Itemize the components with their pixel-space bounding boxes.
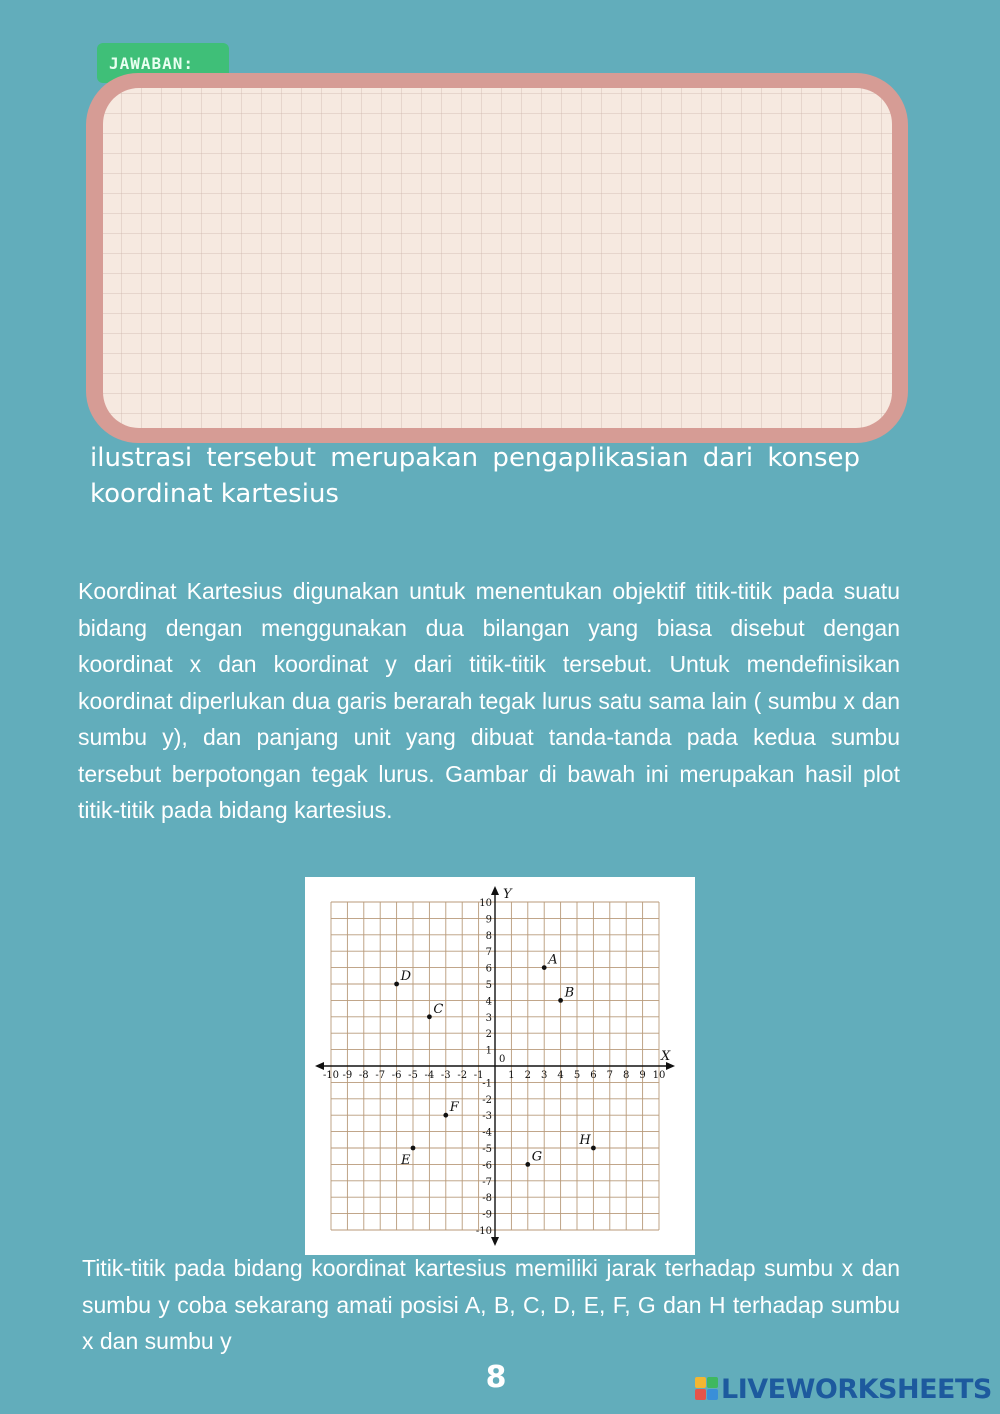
- x-tick-label: -6: [391, 1070, 402, 1081]
- y-tick-label: -6: [482, 1160, 492, 1172]
- x-tick-label: 7: [606, 1070, 613, 1081]
- x-tick-label: 6: [590, 1070, 597, 1081]
- point-h: [591, 1146, 596, 1151]
- x-tick-label: 1: [508, 1070, 515, 1081]
- point-a: [542, 965, 547, 970]
- y-tick-label: 6: [485, 963, 492, 975]
- x-axis-label: X: [661, 1049, 671, 1064]
- point-f: [443, 1113, 448, 1118]
- point-g: [525, 1162, 530, 1167]
- y-tick-label: 4: [485, 996, 492, 1008]
- x-tick-label: 5: [573, 1070, 581, 1081]
- point-label-a: A: [548, 952, 558, 968]
- y-axis-arrow-up: [491, 886, 499, 895]
- y-tick-label: -9: [482, 1209, 492, 1221]
- point-label-b: B: [564, 985, 575, 1001]
- x-tick-label: 8: [623, 1070, 630, 1081]
- page-number: 8: [485, 1360, 507, 1395]
- x-tick-label: 4: [557, 1070, 564, 1081]
- y-tick-label: -2: [482, 1094, 492, 1106]
- y-tick-label: 8: [485, 930, 492, 942]
- y-tick-label: -10: [475, 1226, 492, 1237]
- x-tick-label: -7: [375, 1070, 386, 1081]
- point-label-e: E: [401, 1153, 411, 1168]
- cartesian-graph: [305, 877, 695, 1255]
- x-tick-label: -1: [473, 1070, 484, 1081]
- x-axis-arrow-left: [315, 1062, 324, 1070]
- origin-label: 0: [499, 1054, 506, 1065]
- point-label-c: C: [433, 1001, 444, 1017]
- cartesian-graph-card: [305, 877, 695, 1255]
- x-tick-label: -3: [440, 1070, 451, 1081]
- y-tick-label: -5: [482, 1144, 492, 1155]
- x-tick-label: 3: [541, 1070, 548, 1081]
- x-tick-label: -10: [322, 1070, 340, 1081]
- liveworksheets-brand[interactable]: [695, 1372, 992, 1406]
- y-tick-label: -4: [482, 1127, 492, 1139]
- brand-name: LIVEWORKSHEETS: [721, 1373, 992, 1405]
- y-tick-label: 5: [485, 980, 492, 991]
- y-tick-label: -7: [482, 1176, 492, 1188]
- x-tick-label: -2: [457, 1070, 468, 1081]
- x-tick-label: -8: [358, 1070, 369, 1081]
- illustration-caption: ilustrasi tersebut merupakan pengaplikasian dari konsep koordinat kartesius: [90, 443, 860, 509]
- point-e: [411, 1146, 416, 1151]
- y-tick-label: 9: [485, 914, 492, 926]
- y-axis-arrow-down: [491, 1237, 499, 1246]
- x-tick-label: -9: [342, 1070, 353, 1081]
- liveworksheets-logo-icon: [695, 1377, 719, 1401]
- y-tick-label: -8: [482, 1193, 492, 1205]
- point-c: [427, 1014, 432, 1019]
- point-label-d: D: [400, 969, 412, 984]
- point-d: [394, 982, 399, 987]
- point-b: [558, 998, 563, 1003]
- x-tick-label: 10: [652, 1070, 666, 1081]
- x-tick-label: -4: [424, 1070, 435, 1081]
- y-tick-label: -3: [482, 1111, 492, 1123]
- x-tick-label: -5: [408, 1070, 418, 1081]
- point-label-g: G: [531, 1149, 543, 1165]
- x-tick-label: 9: [639, 1070, 646, 1081]
- y-tick-label: -1: [482, 1078, 492, 1090]
- y-tick-label: 2: [485, 1029, 492, 1041]
- y-axis-label: Y: [503, 887, 512, 902]
- answer-input-area[interactable]: [103, 88, 892, 428]
- x-tick-label: 2: [524, 1070, 531, 1081]
- point-label-h: H: [579, 1133, 591, 1148]
- point-label-f: F: [449, 1100, 459, 1116]
- explanation-paragraph: Koordinat Kartesius digunakan untuk menentukan objektif titik-titik pada suatu bidang dengan menggunakan dua bilangan yang biasa disebut dengan koordinat x dan koordinat y dari titik-titik tersebut. Untuk mendefinisikan koordinat diperlukan dua garis berarah tegak lurus satu sama lain ( sumbu x dan sumbu y), dan panjang unit yang dibuat tanda-tanda pada kedua sumbu tersebut berpotongan tegak lurus. Gambar di bawah ini merupakan hasil plot titik-titik pada bidang kartesius.: [78, 578, 900, 823]
- answer-label-tag: JAWABAN:: [97, 43, 229, 83]
- y-tick-label: 10: [479, 898, 492, 909]
- y-tick-label: 7: [485, 947, 492, 959]
- y-tick-label: 3: [485, 1012, 492, 1024]
- y-tick-label: 1: [485, 1045, 492, 1057]
- closing-paragraph: Titik-titik pada bidang koordinat kartesius memiliki jarak terhadap sumbu x dan sumbu y coba sekarang amati posisi A, B, C, D, E, F, G dan H terhadap sumbu x dan sumbu y: [82, 1255, 900, 1354]
